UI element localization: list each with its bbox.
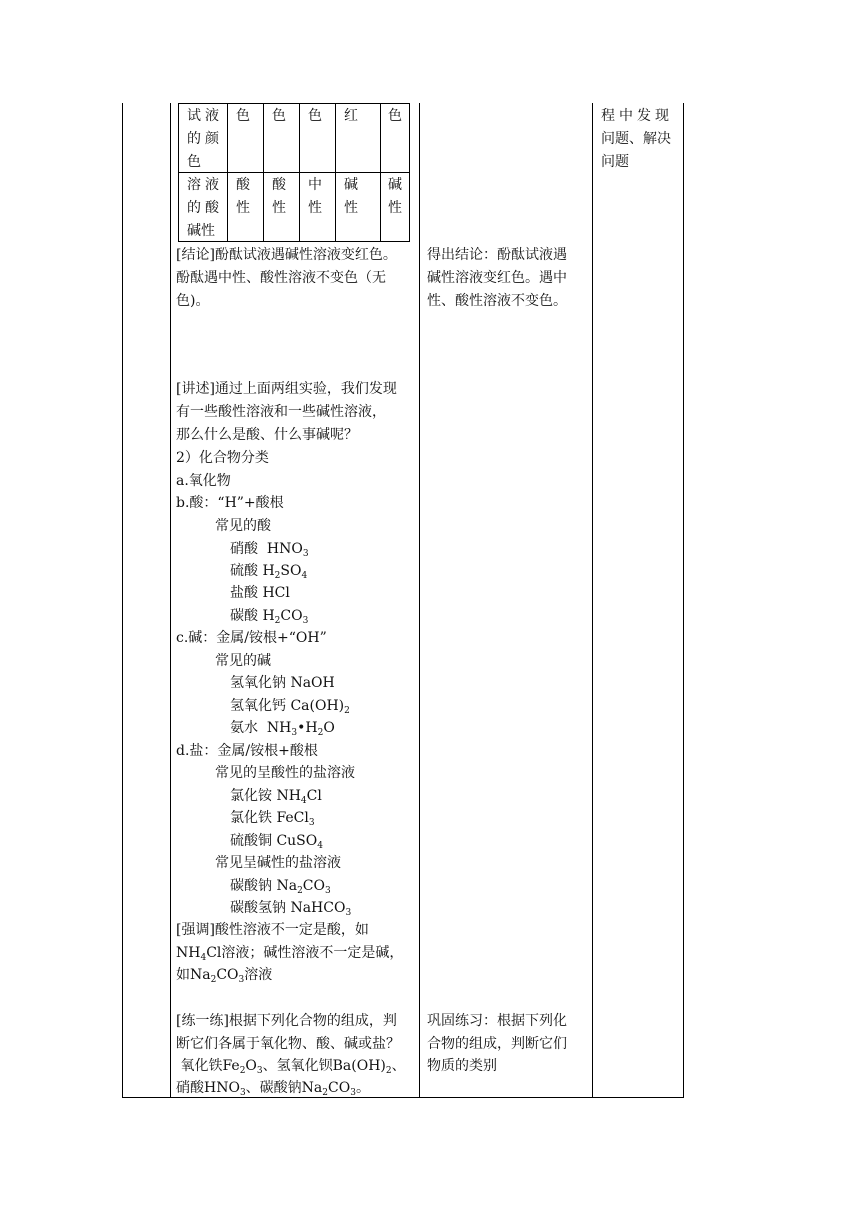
table-cell: 性 xyxy=(272,200,286,216)
table-border-col3 xyxy=(592,103,593,1098)
table-cell: 性 xyxy=(308,200,322,216)
table-cell: 红 xyxy=(344,108,358,124)
formula-line: 硝酸 $HNO_3$ xyxy=(230,541,309,559)
table-cell: 性 xyxy=(236,200,250,216)
text-line: 性、酸性溶液不变色。 xyxy=(427,293,567,309)
table-cell: 碱 xyxy=(388,177,402,193)
text-line: [强调]酸性溶液不一定是酸，如 xyxy=(176,922,369,938)
text-line: 色)。 xyxy=(176,293,210,309)
text-line: 问题 xyxy=(601,154,629,170)
row-label-line: 溶液 xyxy=(187,177,223,193)
text-line: 酚酞遇中性、酸性溶液不变色（无 xyxy=(176,270,386,286)
category-acid: b.酸：“H”+酸根 xyxy=(176,495,284,511)
text-line: [结论]酚酞试液遇碱性溶液变红色。 xyxy=(176,247,397,263)
category-oxide: a.氧化物 xyxy=(176,473,231,489)
table-cell: 酸 xyxy=(236,177,250,193)
text-line: 硝酸$HNO_3$、碳酸钠$Na_2CO_3$。 xyxy=(176,1080,370,1098)
section-heading: 2）化合物分类 xyxy=(176,450,269,466)
formula-line: 碳酸氢钠 NaHCO$_3$ xyxy=(230,900,352,918)
table-cell: 性 xyxy=(344,200,358,216)
text-line: 问题、解决 xyxy=(601,131,671,147)
subheading: 常见的酸 xyxy=(215,518,271,534)
text-line: 断它们各属于氧化物、酸、碱或盐？ xyxy=(176,1036,400,1052)
formula-line: 氢氧化钠 NaOH xyxy=(230,675,335,691)
formula-line: 硫酸 $H_2SO_4$ xyxy=(230,563,308,581)
text-line: 程中发现 xyxy=(601,108,673,124)
text-line: $NH_4Cl$溶液；碱性溶液不一定是碱， xyxy=(176,945,404,963)
row-label-line: 色 xyxy=(187,154,201,170)
text-line: 如$Na_2CO_3$溶液 xyxy=(176,967,273,985)
row-label-line: 碱性 xyxy=(187,223,215,239)
text-line: 有一些酸性溶液和一些碱性溶液， xyxy=(176,404,386,420)
table-cell: 色 xyxy=(272,108,286,124)
text-line: [练一练]根据下列化合物的组成，判 xyxy=(176,1013,397,1029)
text-line: [讲述]通过上面两组实验，我们发现 xyxy=(176,381,397,397)
formula-line: 氢氧化钙 $Ca(OH)_2$ xyxy=(230,698,350,716)
text-line: 得出结论：酚酞试液遇 xyxy=(427,247,567,263)
table-cell: 酸 xyxy=(272,177,286,193)
subheading: 常见呈碱性的盐溶液 xyxy=(215,855,341,871)
text-line: 碱性溶液变红色。遇中 xyxy=(427,270,567,286)
text-line: 合物的组成，判断它们 xyxy=(427,1036,567,1052)
table-cell: 性 xyxy=(388,200,402,216)
table-border-col2 xyxy=(419,103,420,1098)
formula-line: 硫酸铜 CuSO$_4$ xyxy=(230,833,323,851)
table-cell: 色 xyxy=(308,108,322,124)
text-line: 巩固练习：根据下列化 xyxy=(427,1013,567,1029)
formula-line: 碳酸 $H_2CO_3$ xyxy=(230,608,309,626)
text-line: 物质的类别 xyxy=(427,1058,497,1074)
row-label-line: 的颜 xyxy=(187,131,223,147)
category-base: c.碱：金属/铵根+“OH” xyxy=(176,630,327,646)
subheading: 常见的碱 xyxy=(215,653,271,669)
row-label-line: 的酸 xyxy=(187,200,223,216)
table-cell: 中 xyxy=(308,177,322,193)
text-line: 那么什么是酸、什么事碱呢？ xyxy=(176,427,358,443)
category-salt: d.盐：金属/铵根+酸根 xyxy=(176,743,318,759)
formula-line: 碳酸钠 $Na_2CO_3$ xyxy=(230,878,331,896)
table-cell: 色 xyxy=(236,108,250,124)
text-line: 氧化铁$Fe_2O_3$、氢氧化钡$Ba(OH)_2$、 xyxy=(176,1058,406,1076)
table-cell: 色 xyxy=(388,108,402,124)
formula-line: 盐酸 HCl xyxy=(230,585,290,601)
table-border-col1 xyxy=(170,103,171,1098)
table-border-left xyxy=(122,103,123,1098)
row-label-line: 试液 xyxy=(187,108,223,124)
subheading: 常见的呈酸性的盐溶液 xyxy=(215,765,355,781)
formula-line: 氨水 $NH_3•H_2O$ xyxy=(230,720,335,738)
formula-line: 氯化铁 FeCl$_3$ xyxy=(230,810,315,828)
formula-line: 氯化铵 $NH_4Cl$ xyxy=(230,788,322,806)
table-cell: 碱 xyxy=(344,177,358,193)
table-border-right xyxy=(683,103,684,1098)
